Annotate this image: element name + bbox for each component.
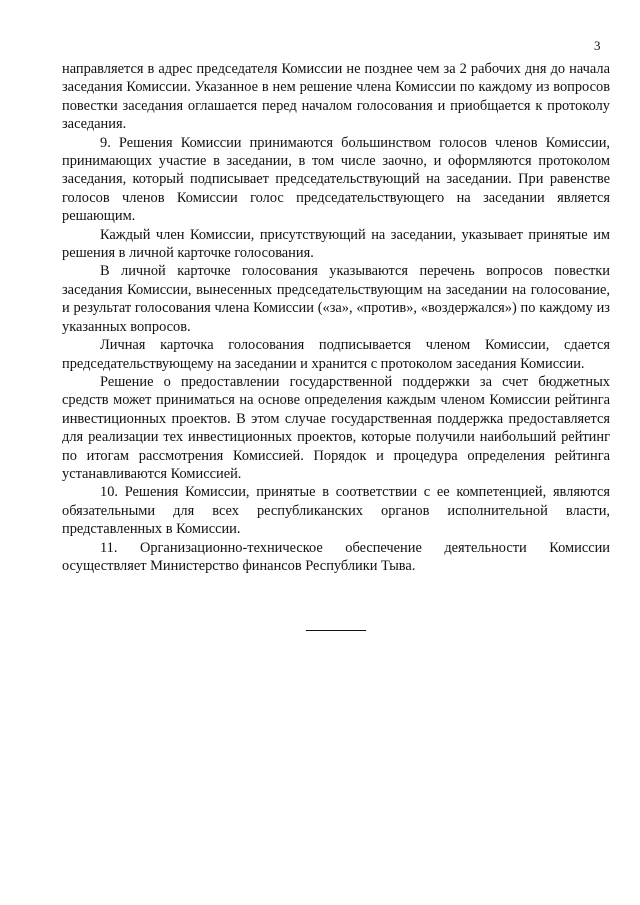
paragraph-state-support-rating: Решение о предоставлении государственной поддержки за счет бюджетных средств может приниматься на основе определения каждым членом Комиссии рейтинга инвестиционных проектов. В этом случае государственная поддержка предоставляется для реализации тех инвестиционных проектов, которые получили наибольший рейтинг по итогам рассмотрения Комиссией. Порядок и процедура определения рейтинга устанавливаются Комиссией. <box>62 373 610 482</box>
paragraph-member-decisions: Каждый член Комиссии, присутствующий на заседании, указывает принятые им решения в личной карточке голосования. <box>62 226 610 262</box>
paragraph-voting-card-contents: В личной карточке голосования указываются перечень вопросов повестки заседания Комиссии, вынесенных председательствующим на заседании на голосование, и результат голосования члена Комиссии («за», «против», «воздержался») по каждому из указанных вопросов. <box>62 263 610 335</box>
end-of-document-rule <box>306 630 366 631</box>
paragraph-item-10: 10. Решения Комиссии, принятые в соответствии с ее компетенцией, являются обязательными для всех республиканских органов исполнительной власти, представленных в Комиссии. <box>62 484 610 538</box>
paragraph-continuation: направляется в адрес председателя Комиссии не позднее чем за 2 рабочих дня до начала заседания Комиссии. Указанное в нем решение члена Комиссии по каждому из вопросов повестки заседания оглашается перед началом голосования и приобщается к протоколу заседания. <box>62 61 610 133</box>
paragraph-item-11: 11. Организационно-техническое обеспечение деятельности Комиссии осуществляет Министерство финансов Республики Тыва. <box>62 539 610 574</box>
document-body <box>62 60 610 575</box>
paragraph-voting-card-signing: Личная карточка голосования подписывается членом Комиссии, сдается председательствующему на заседании и хранится с протоколом заседания Комиссии. <box>62 337 610 372</box>
page-number: 3 <box>594 38 601 53</box>
paragraph-item-9: 9. Решения Комиссии принимаются большинством голосов членов Комиссии, принимающих участие в заседании, в том числе заочно, и оформляются протоколом заседания, который подписывает председательствующий на заседании. При равенстве голосов членов Комиссии голос председательствующего на заседании является решающим. <box>62 134 610 225</box>
